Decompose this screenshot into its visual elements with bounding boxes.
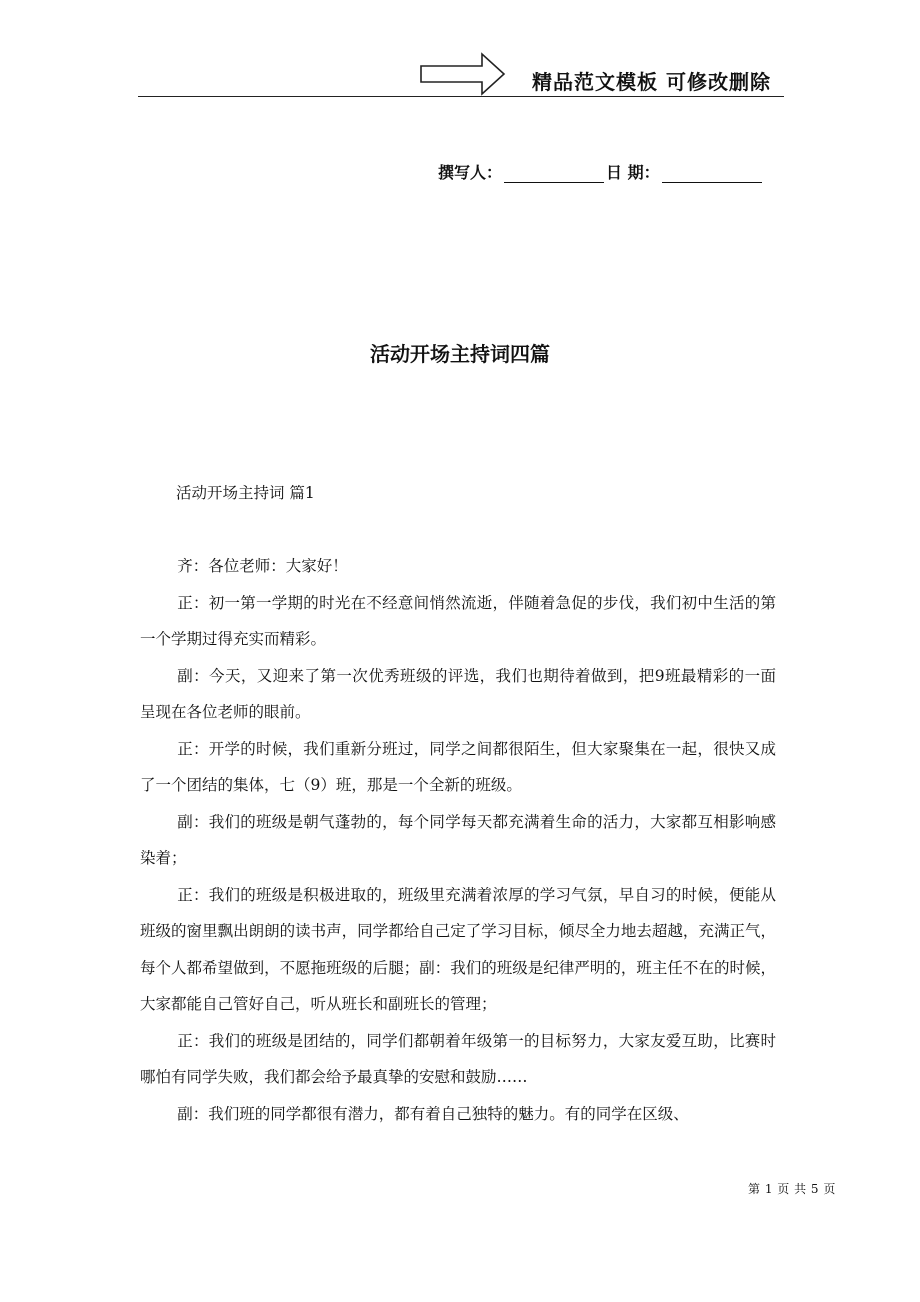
author-label: 撰写人：	[438, 163, 503, 182]
date-label: 日 期：	[606, 163, 660, 182]
template-banner: 精品范文模板 可修改删除	[532, 70, 771, 94]
paragraph: 正：我们的班级是团结的，同学们都朝着年级第一的目标努力，大家友爱互助，比赛时哪怕有同学失败，我们都会给予最真挚的安慰和鼓励……	[140, 1031, 776, 1086]
author-blank[interactable]	[504, 164, 604, 183]
page-number: 第 1 页 共 5 页	[748, 1182, 836, 1196]
document-body	[140, 548, 776, 1132]
paragraph: 正：初一第一学期的时光在不经意间悄然流逝，伴随着急促的步伐，我们初中生活的第一个学期过得充实而精彩。	[140, 593, 776, 648]
paragraph: 副：今天，又迎来了第一次优秀班级的评选，我们也期待着做到，把9班最精彩的一面呈现在各位老师的眼前。	[140, 666, 776, 721]
paragraph: 副：我们班的同学都很有潜力，都有着自己独特的魅力。有的同学在区级、	[177, 1104, 689, 1123]
header-divider	[138, 96, 784, 97]
paragraph: 正：我们的班级是积极进取的，班级里充满着浓厚的学习气氛，早自习的时候，便能从班级的窗里飘出朗朗的读书声，同学都给自己定了学习目标，倾尽全力地去超越，充满正气，每个人都希望做到，不愿拖班级的后腿；副：我们的班级是纪律严明的，班主任不在的时候，大家都能自己管好自己，听从班长和副班长的管理；	[140, 885, 776, 1013]
arrow-icon	[420, 52, 506, 96]
paragraph: 齐：各位老师：大家好！	[177, 557, 348, 575]
date-blank[interactable]	[662, 164, 762, 183]
section-heading: 活动开场主持词 篇1	[176, 484, 315, 502]
paragraph: 副：我们的班级是朝气蓬勃的，每个同学每天都充满着生命的活力，大家都互相影响感染着；	[140, 812, 776, 867]
sign-line	[438, 160, 764, 183]
document-title: 活动开场主持词四篇	[370, 342, 550, 366]
paragraph: 正：开学的时候，我们重新分班过，同学之间都很陌生，但大家聚集在一起，很快又成了一个团结的集体，七（9）班，那是一个全新的班级。	[140, 739, 776, 794]
